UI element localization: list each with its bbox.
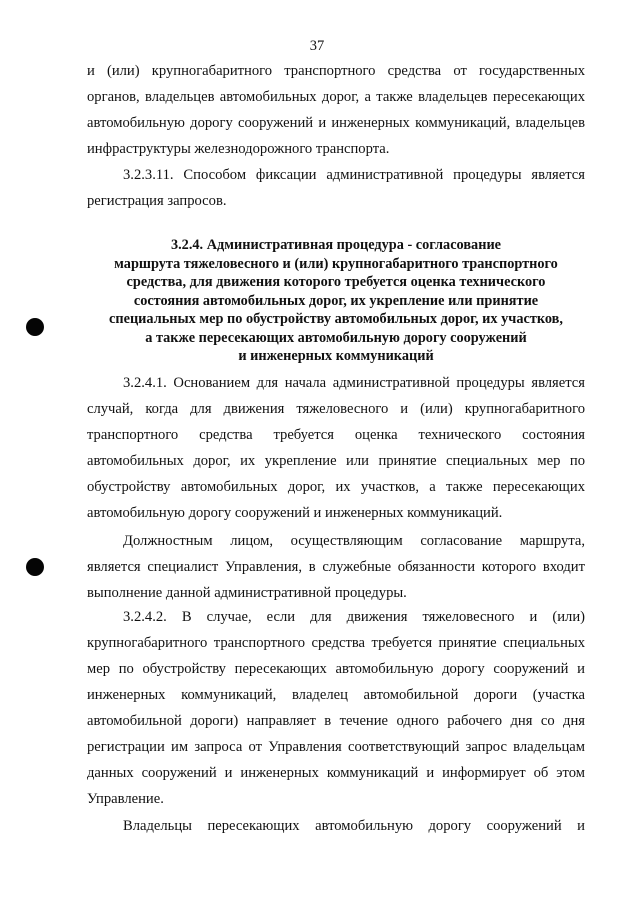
heading-line: средства, для движения которого требуется оценка технического [126,274,546,290]
text-line: крупногабаритного транспортного средства требуется принятие специальных [87,635,585,651]
text-line: мер по обустройству пересекающих автомобильную дорогу сооружений и [87,661,585,677]
text-line: автомобильной дороги) направляет в течение одного рабочего дня со дня [87,713,585,729]
punch-hole-mark [26,558,44,576]
clause-3-2-3-11 [87,162,585,214]
official-paragraph [87,528,585,606]
text-line: инженерных коммуникаций, владелец автомобильной дороги (участка [87,687,585,703]
text-line: является специалист Управления, в служебные обязанности которого входит [87,559,585,575]
text-line: Должностным лицом, осуществляющим согласование маршрута, [123,533,585,549]
text-line: случай, когда для движения тяжеловесного и (или) крупногабаритного [87,401,585,417]
text-line: данных сооружений и инженерных коммуникаций и информирует об этом [87,765,585,781]
text-line: транспортного средства требуется оценка технического состояния [87,427,585,443]
text-line: автомобильных дорог, их укрепление или принятие специальных мер по [87,453,585,469]
punch-hole-mark [26,318,44,336]
text-line: и (или) крупногабаритного транспортного средства от государственных [87,63,585,79]
text-line: выполнение данной административной процедуры. [87,585,407,601]
text-line: Управление. [87,791,164,807]
heading-line: и инженерных коммуникаций [238,348,434,364]
continuation-paragraph [87,58,585,162]
page-number: 37 [309,38,325,54]
text-line: 3.2.4.2. В случае, если для движения тяжеловесного и (или) [123,609,585,625]
text-line: обустройству автомобильных дорог, их участков, а также пересекающих [87,479,585,495]
text-line: органов, владельцев автомобильных дорог, а также владельцев пересекающих [87,89,585,105]
text-line: автомобильную дорогу сооружений и инженерных коммуникаций. [87,505,503,521]
heading-line: состояния автомобильных дорог, их укрепление или принятие [133,292,539,309]
clause-3-2-4-2 [87,604,585,812]
text-line: автомобильную дорогу сооружений и инженерных коммуникаций, владельцев [87,115,585,131]
text-line: инфраструктуры железнодорожного транспорта. [87,141,390,157]
text-line: регистрация запросов. [87,193,227,209]
final-paragraph [87,813,585,839]
text-line: регистрации им запроса от Управления соответствующий запрос владельцам [87,739,585,755]
heading-line: а также пересекающих автомобильную дорогу сооружений [145,329,527,346]
heading-line: маршрута тяжеловесного и (или) крупногабаритного транспортного [114,255,558,272]
clause-3-2-4-1 [87,370,585,526]
text-line: 3.2.3.11. Способом фиксации административной процедуры является [123,167,585,183]
heading-line: 3.2.4. Административная процедура - согласование [170,237,502,253]
heading-line: специальных мер по обустройству автомобильных дорог, их участков, [109,311,563,327]
text-line: Владельцы пересекающих автомобильную дорогу сооружений и [123,818,585,834]
section-heading [87,236,585,366]
text-line: 3.2.4.1. Основанием для начала административной процедуры является [123,375,585,391]
